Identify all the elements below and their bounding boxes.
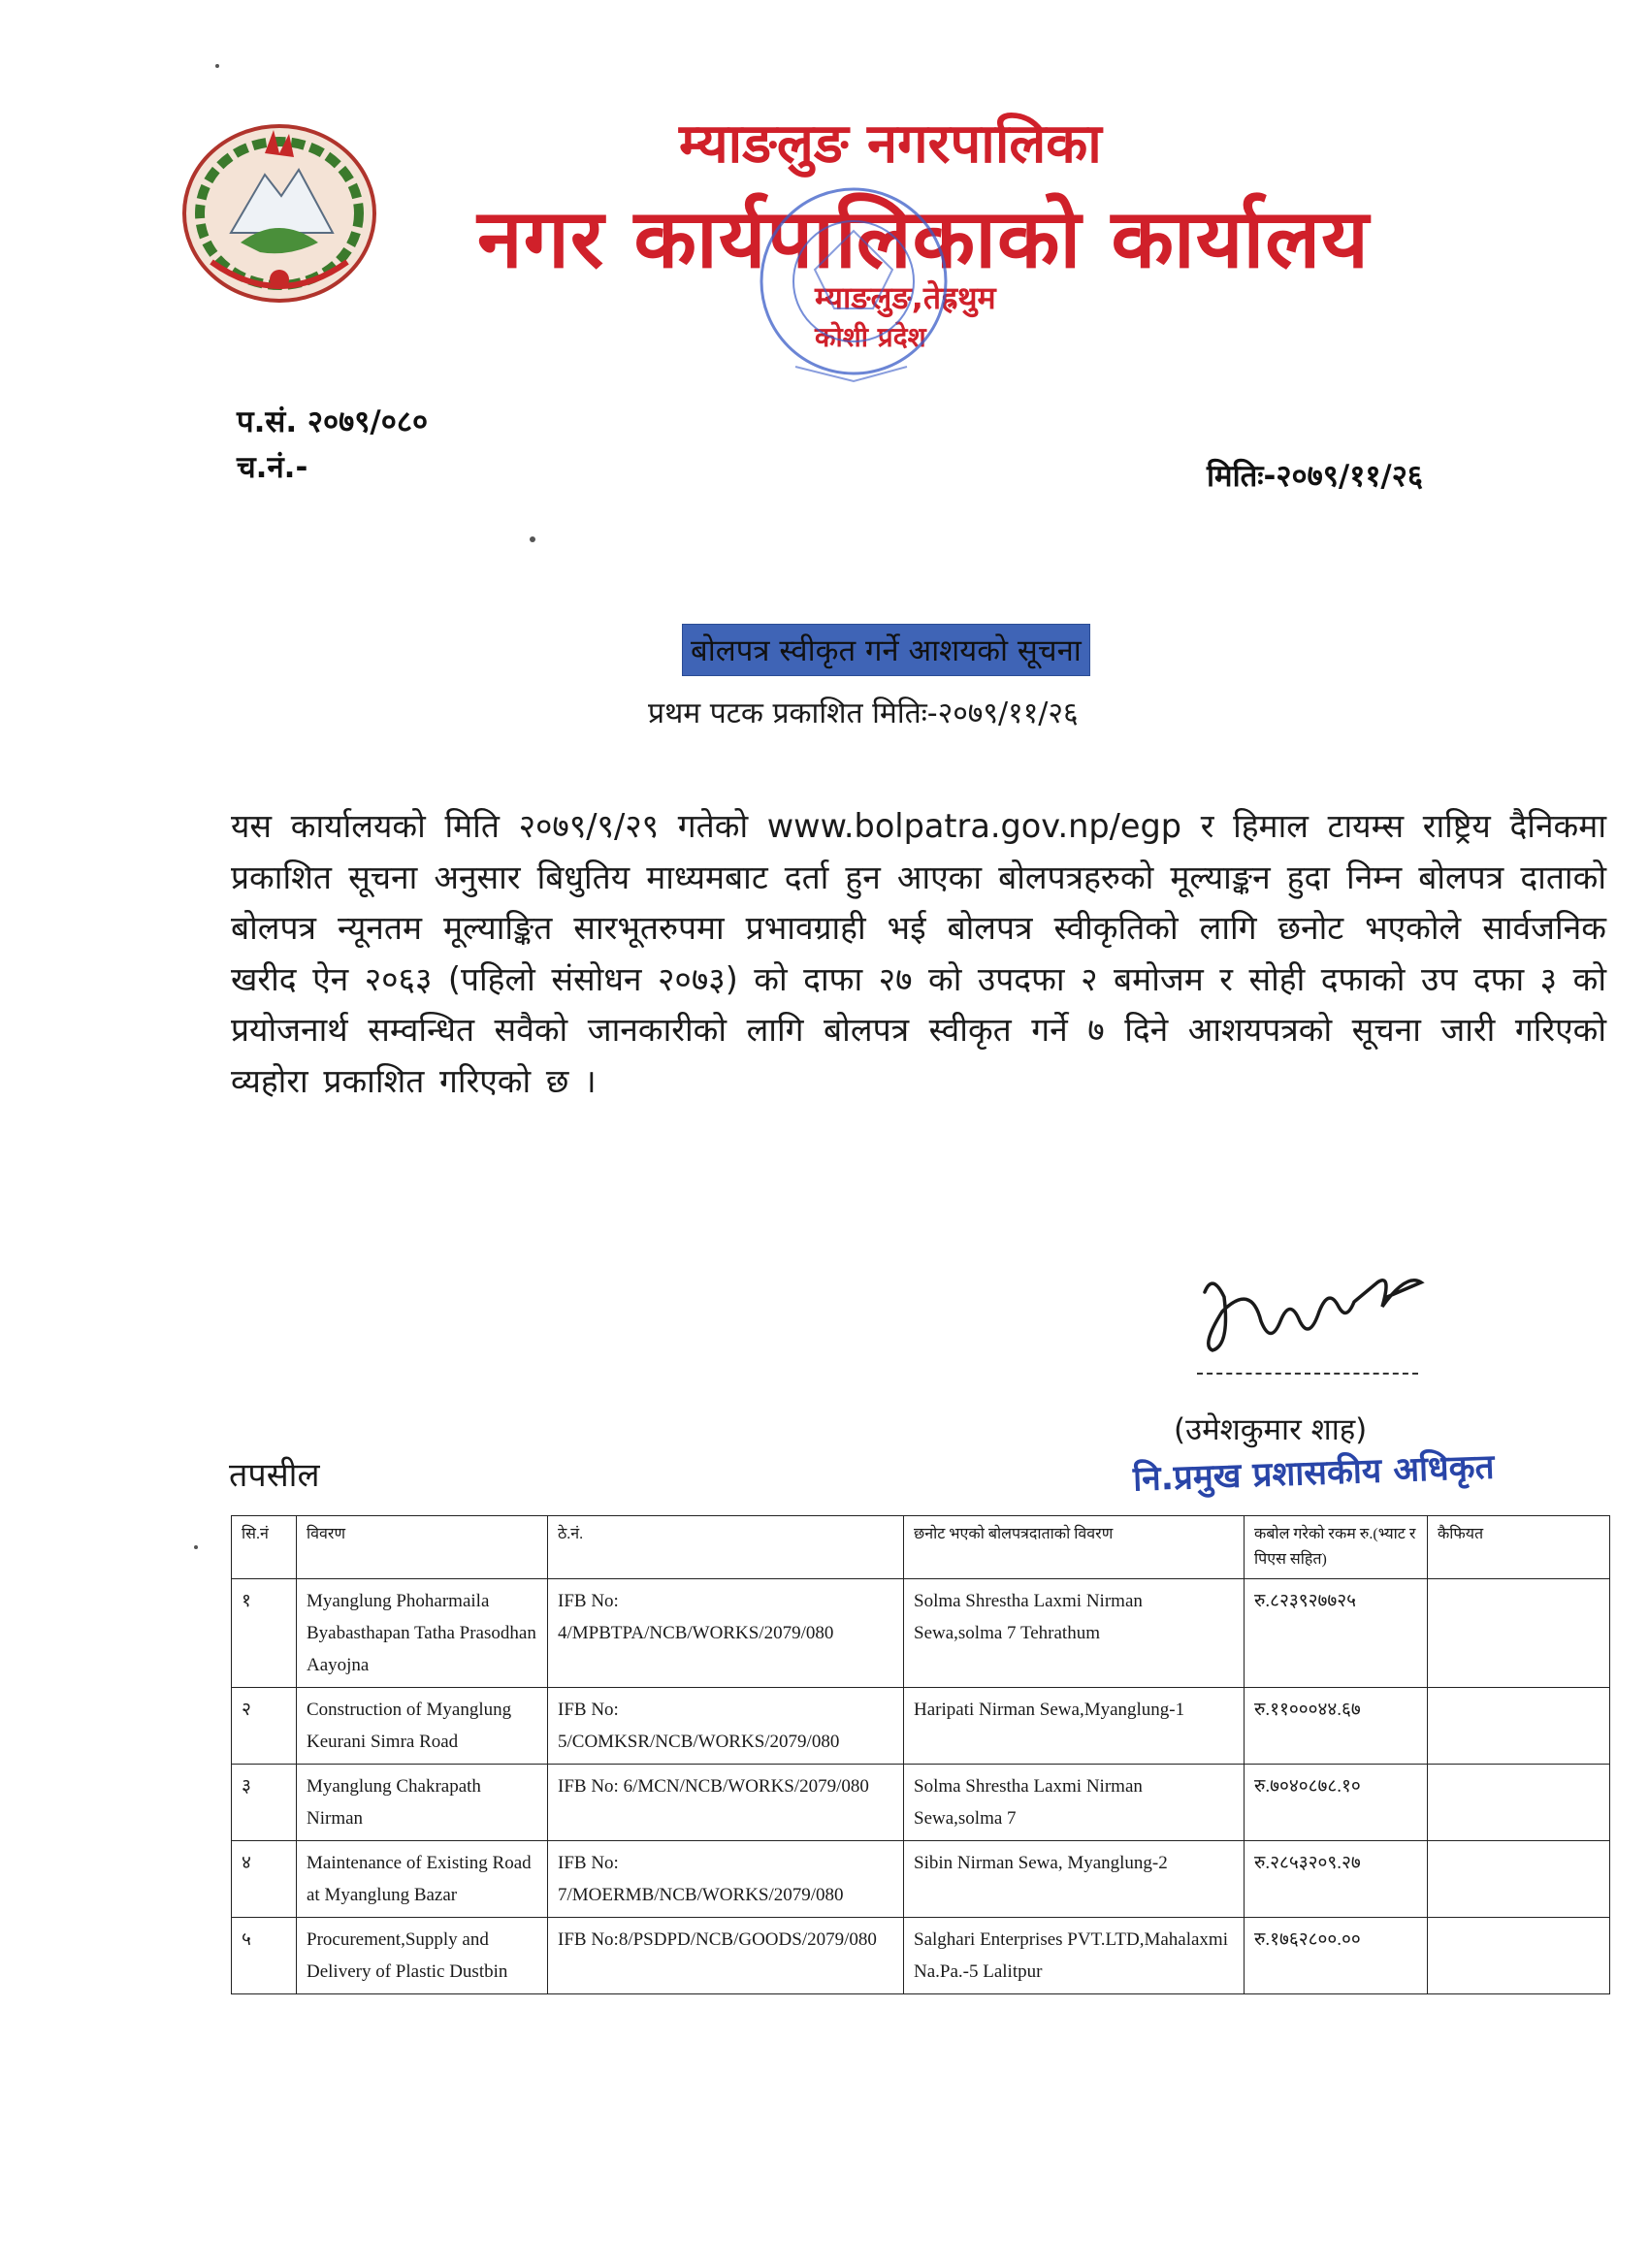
- table-row: [232, 1765, 1610, 1841]
- cell-contract-no: IFB No: 5/COMKSR/NCB/WORKS/2079/080: [548, 1688, 904, 1765]
- nepal-emblem-icon: [173, 116, 386, 310]
- office-address-line1: म्याङलुङ,तेह्रथुम: [815, 279, 996, 316]
- scan-speck: [194, 1545, 198, 1549]
- schedule-table: [231, 1515, 1610, 1994]
- cell-amount: रु.८२३९२७७२५: [1245, 1579, 1428, 1688]
- cell-remarks: [1428, 1841, 1610, 1918]
- municipality-name: म्याङलुङ नगरपालिका: [679, 113, 1102, 176]
- cell-serial: ४: [232, 1841, 297, 1918]
- cell-remarks: [1428, 1579, 1610, 1688]
- cell-contract-no: IFB No:8/PSDPD/NCB/GOODS/2079/080: [548, 1918, 904, 1994]
- cell-contract-no: IFB No: 7/MOERMB/NCB/WORKS/2079/080: [548, 1841, 904, 1918]
- scan-speck: [530, 536, 535, 542]
- dispatch-number: च.नं.-: [237, 450, 308, 485]
- cell-bidder: Solma Shrestha Laxmi Nirman Sewa,solma 7 Tehrathum: [904, 1579, 1245, 1688]
- col-header-description: विवरण: [297, 1516, 548, 1579]
- office-name: नगर कार्यपालिकाको कार्यालय: [477, 191, 1370, 286]
- table-header-row: [232, 1516, 1610, 1579]
- handwritten-signature-icon: [1183, 1253, 1436, 1370]
- cell-amount: रु.२८५३२०९.२७: [1245, 1841, 1428, 1918]
- col-header-contract-no: ठे.नं.: [548, 1516, 904, 1579]
- table-row: [232, 1688, 1610, 1765]
- cell-serial: १: [232, 1579, 297, 1688]
- cell-remarks: [1428, 1688, 1610, 1765]
- letter-number: प.सं. २०७९/०८०: [237, 405, 429, 439]
- notice-body: यस कार्यालयको मिति २०७९/९/२९ गतेको www.bolpatra.gov.np/egp र हिमाल टायम्स राष्ट्रिय दैनिकमा प्रकाशित सूचना अनुसार बिधुतिय माध्यमबाट दर्ता हुन आएका बोलपत्रहरुको मूल्याङ्कन हुदा निम्न बोलपत्र दाताको बोलपत्र न्यूनतम मूल्याङ्कित सारभूतरुपमा प्रभावग्राही भई बोलपत्र स्वीकृतिको लागि छनोट भएकोले सार्वजनिक खरीद ऐन २०६३ (पहिलो संसोधन २०७३) को दाफा २७ को उपदफा २ बमोजम र सोही दफाको उप दफा ३ को प्रयोजनार्थ सम्वन्धित सवैको जानकारीको लागि बोलपत्र स्वीकृत गर्ने ७ दिने आशयपत्रको सूचना जारी गरिएको व्यहोरा प्रकाशित गरिएको छ ।: [231, 807, 1606, 1100]
- first-published-date: प्रथम पटक प्रकाशित मितिः-२०७९/११/२६: [648, 697, 1079, 730]
- cell-amount: रु.१७६२८००.००: [1245, 1918, 1428, 1994]
- cell-description: Procurement,Supply and Delivery of Plastic Dustbin: [297, 1918, 548, 1994]
- cell-bidder: Solma Shrestha Laxmi Nirman Sewa,solma 7: [904, 1765, 1245, 1841]
- letter-date: मितिः-२०७९/११/२६: [1207, 459, 1423, 494]
- table-row: [232, 1841, 1610, 1918]
- cell-amount: रु.७०४०८७८.१०: [1245, 1765, 1428, 1841]
- office-address-line2: कोशी प्रदेश: [815, 321, 926, 353]
- cell-serial: ५: [232, 1918, 297, 1994]
- cell-serial: २: [232, 1688, 297, 1765]
- cell-description: Myanglung Chakrapath Nirman: [297, 1765, 548, 1841]
- col-header-bidder: छनोट भएको बोलपत्रदाताको विवरण: [904, 1516, 1245, 1579]
- schedule-heading: तपसील: [229, 1456, 320, 1495]
- cell-description: Construction of Myanglung Keurani Simra Road: [297, 1688, 548, 1765]
- signatory-title-stamp: नि.प्रमुख प्रशासकीय अधिकृत: [1132, 1447, 1496, 1500]
- cell-contract-no: IFB No: 6/MCN/NCB/WORKS/2079/080: [548, 1765, 904, 1841]
- col-header-serial: सि.नं: [232, 1516, 297, 1579]
- cell-amount: रु.११०००४४.६७: [1245, 1688, 1428, 1765]
- table-row: [232, 1579, 1610, 1688]
- col-header-remarks: कैफियत: [1428, 1516, 1610, 1579]
- cell-remarks: [1428, 1765, 1610, 1841]
- office-round-stamp-icon: [737, 173, 970, 396]
- col-header-amount: कबोल गरेको रकम रु.(भ्याट र पिएस सहित): [1245, 1516, 1428, 1579]
- table-row: [232, 1918, 1610, 1994]
- cell-description: Maintenance of Existing Road at Myanglung Bazar: [297, 1841, 548, 1918]
- cell-remarks: [1428, 1918, 1610, 1994]
- cell-description: Myanglung Phoharmaila Byabasthapan Tatha Prasodhan Aayojna: [297, 1579, 548, 1688]
- cell-bidder: Haripati Nirman Sewa,Myanglung-1: [904, 1688, 1245, 1765]
- cell-contract-no: IFB No: 4/MPBTPA/NCB/WORKS/2079/080: [548, 1579, 904, 1688]
- cell-bidder: Salghari Enterprises PVT.LTD,Mahalaxmi Na.Pa.-5 Lalitpur: [904, 1918, 1245, 1994]
- signature-line: [1197, 1373, 1418, 1375]
- notice-title: बोलपत्र स्वीकृत गर्ने आशयको सूचना: [682, 624, 1090, 676]
- signatory-name: (उमेशकुमार शाह): [1174, 1412, 1368, 1447]
- cell-bidder: Sibin Nirman Sewa, Myanglung-2: [904, 1841, 1245, 1918]
- cell-serial: ३: [232, 1765, 297, 1841]
- scan-speck: [215, 64, 219, 68]
